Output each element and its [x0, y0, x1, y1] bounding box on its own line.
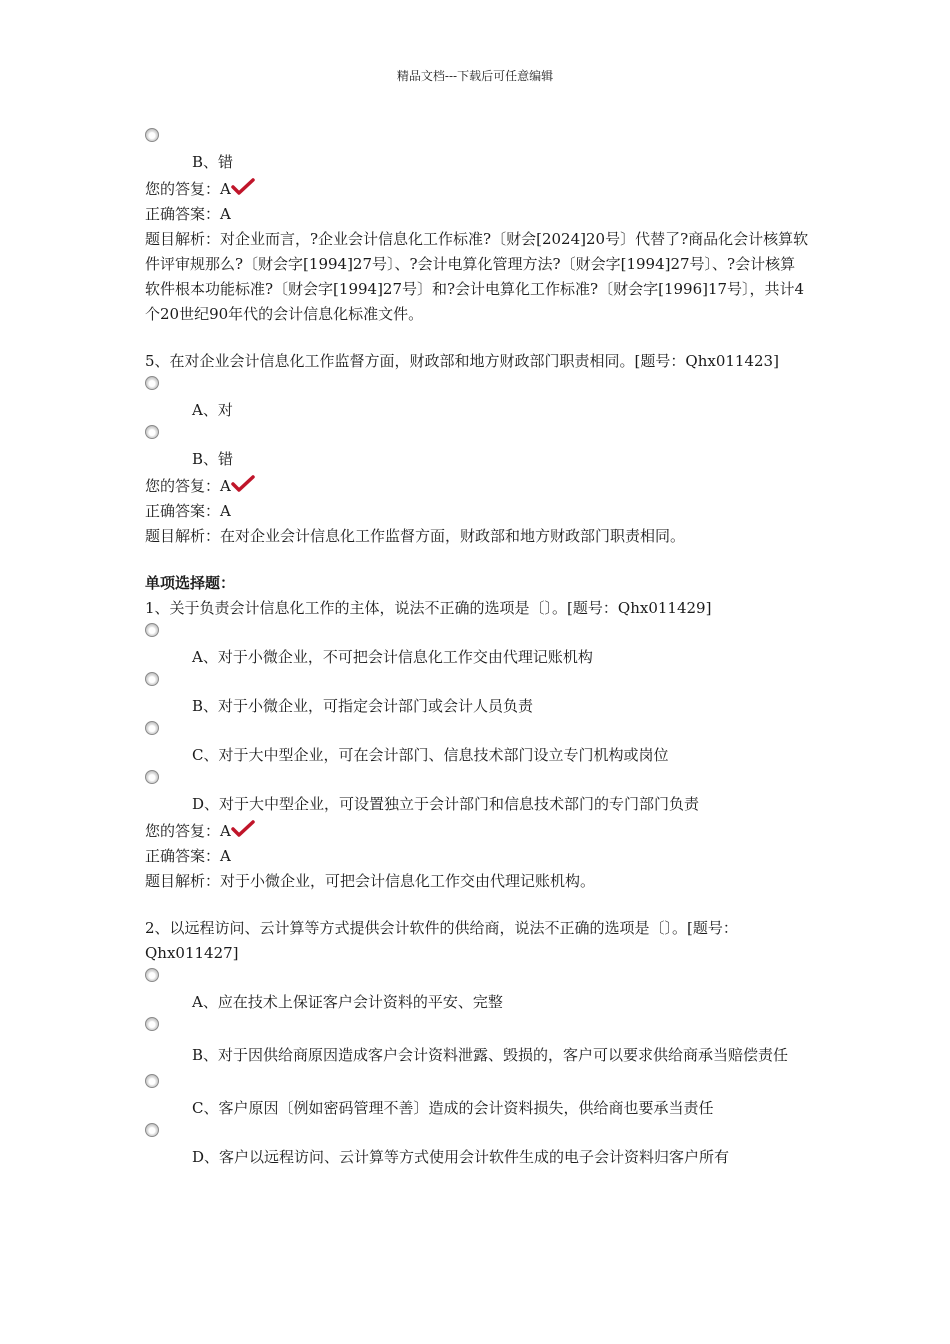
- option-a-label: A、对于小微企业，不可把会计信息化工作交由代理记账机构: [192, 648, 593, 666]
- radio-button[interactable]: [145, 770, 159, 784]
- option-row[interactable]: [145, 423, 810, 447]
- single-choice-1: [145, 596, 810, 894]
- radio-button[interactable]: [145, 376, 159, 390]
- analysis-text: [145, 227, 810, 327]
- option-row[interactable]: [145, 621, 810, 645]
- correct-answer-value: A: [220, 502, 231, 520]
- radio-button[interactable]: [145, 721, 159, 735]
- radio-button[interactable]: [145, 672, 159, 686]
- option-c-label: C、对于大中型企业，可在会计部门、信息技术部门设立专门机构或岗位: [192, 746, 669, 764]
- quiz-content: [145, 126, 810, 1170]
- correct-answer-line: [145, 844, 810, 869]
- correct-answer-value: A: [220, 847, 231, 865]
- your-answer-label: 您的答复：: [145, 180, 221, 198]
- radio-button[interactable]: [145, 968, 159, 982]
- option-row[interactable]: [145, 670, 810, 694]
- option-row[interactable]: [145, 768, 810, 792]
- question-4-tail: [145, 126, 810, 327]
- option-row[interactable]: [145, 126, 810, 150]
- option-row[interactable]: [145, 966, 810, 990]
- your-answer-line: [145, 474, 810, 499]
- option-row[interactable]: [145, 1015, 810, 1039]
- question-stem: 2、以远程访问、云计算等方式提供会计软件的供给商，说法不正确的选项是〔〕。[题号：Qhx011427]: [145, 919, 738, 962]
- correct-answer-label: 正确答案：: [145, 847, 221, 865]
- option-row[interactable]: [145, 1072, 810, 1096]
- your-answer-label: 您的答复：: [145, 822, 221, 840]
- option-c-label: C、客户原因〔例如密码管理不善〕造成的会计资料损失，供给商也要承当责任: [192, 1099, 714, 1117]
- option-b-text: B、对于因供给商原因造成客户会计资料泄露、毁损的，客户可以要求供给商承当赔偿责任: [192, 1046, 789, 1064]
- radio-button[interactable]: [145, 128, 159, 142]
- option-b-label: B、错: [192, 153, 234, 171]
- checkmark-icon: [231, 820, 255, 838]
- option-row[interactable]: [145, 1121, 810, 1145]
- option-b-label: B、错: [192, 450, 234, 468]
- your-answer-label: 您的答复：: [145, 477, 221, 495]
- analysis-value: 对于小微企业，可把会计信息化工作交由代理记账机构。: [220, 872, 596, 890]
- checkmark-icon: [231, 178, 255, 196]
- option-a-label: A、应在技术上保证客户会计资料的平安、完整: [192, 993, 503, 1011]
- option-d-label: D、对于大中型企业，可设置独立于会计部门和信息技术部门的专门部门负责: [192, 795, 700, 813]
- radio-button[interactable]: [145, 425, 159, 439]
- your-answer-value: A: [220, 180, 231, 198]
- option-row[interactable]: [145, 374, 810, 398]
- radio-button[interactable]: [145, 1074, 159, 1088]
- option-row[interactable]: [145, 719, 810, 743]
- correct-answer-label: 正确答案：: [145, 502, 221, 520]
- analysis-label: 题目解析：: [145, 527, 221, 545]
- your-answer-value: A: [220, 477, 231, 495]
- analysis-value: 在对企业会计信息化工作监督方面，财政部和地方财政部门职责相同。: [220, 527, 686, 545]
- correct-answer-line: [145, 499, 810, 524]
- radio-button[interactable]: [145, 623, 159, 637]
- analysis-text: [145, 524, 810, 549]
- checkmark-icon: [231, 475, 255, 493]
- option-b-label: B、对于小微企业，可指定会计部门或会计人员负责: [192, 697, 534, 715]
- your-answer-line: [145, 177, 810, 202]
- option-d-label: D、客户以远程访问、云计算等方式使用会计软件生成的电子会计资料归客户所有: [192, 1148, 730, 1166]
- option-b-label: [145, 1039, 810, 1072]
- question-stem: 1、关于负责会计信息化工作的主体，说法不正确的选项是〔〕。[题号：Qhx011429]: [145, 599, 712, 617]
- question-stem: 5、在对企业会计信息化工作监督方面，财政部和地方财政部门职责相同。[题号：Qhx011423]: [145, 352, 779, 370]
- option-a-label: A、对: [192, 401, 233, 419]
- correct-answer-label: 正确答案：: [145, 205, 221, 223]
- page-header: 精品文档---下载后可任意编辑: [396, 69, 554, 83]
- single-choice-2: [145, 916, 810, 1170]
- correct-answer-line: [145, 202, 810, 227]
- your-answer-line: [145, 819, 810, 844]
- radio-button[interactable]: [145, 1123, 159, 1137]
- analysis-label: 题目解析：: [145, 872, 221, 890]
- analysis-value: 对企业而言，?企业会计信息化工作标准?〔财会[2024]20号〕代替了?商品化会计核算软件评审规那么?〔财会字[1994]27号〕、?会计电算化管理方法?〔财会字[1994]27号〕、?会计核算软件根本功能标准?〔财会字[1994]27号〕和?会计电算化工作标准?〔财会字[1996]17号〕，共计4个20世纪90年代的会计信息化标准文件。: [145, 230, 809, 323]
- your-answer-value: A: [220, 822, 231, 840]
- correct-answer-value: A: [220, 205, 231, 223]
- radio-button[interactable]: [145, 1017, 159, 1031]
- analysis-text: [145, 869, 810, 894]
- section-title: 单项选择题：: [145, 574, 236, 592]
- analysis-label: 题目解析：: [145, 230, 221, 248]
- question-5: [145, 349, 810, 549]
